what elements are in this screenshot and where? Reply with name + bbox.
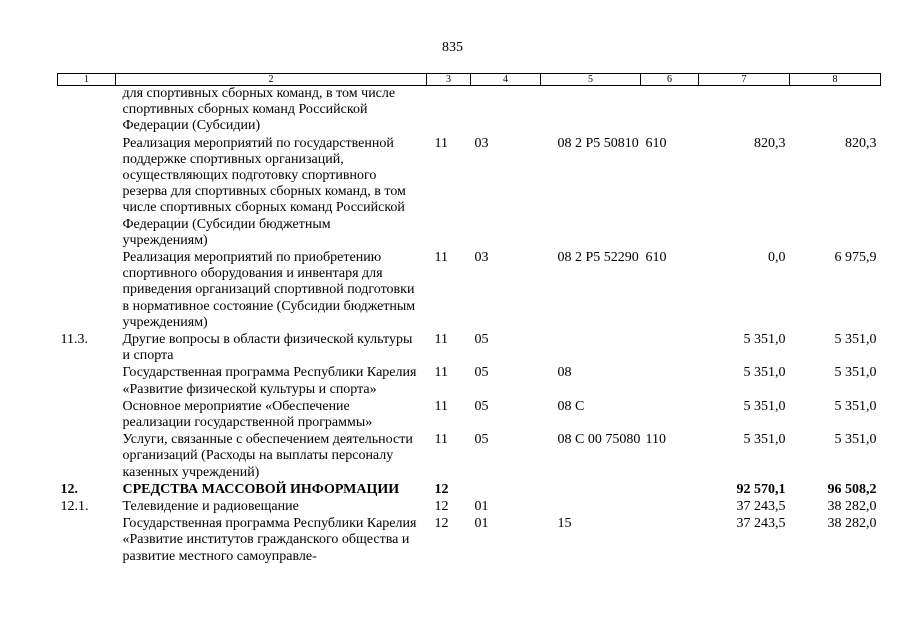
header-col-5: 5 (541, 74, 641, 86)
row-subsection-code: 05 (474, 332, 489, 348)
row-name: для спортивных сборных команд, в том числе спортивных сборных команд Российской Федерации (Субсидии) (122, 86, 396, 134)
row-expense-type (641, 516, 699, 566)
page-number: 835 (442, 40, 463, 55)
row-target-code: 15 (557, 516, 572, 532)
row-amount-2: 5 351,0 (834, 332, 877, 348)
row-target-code: 08 2 P5 50810 (557, 135, 639, 151)
row-amount-2: 96 508,2 (827, 481, 877, 497)
row-subsection-code: 01 (474, 516, 489, 532)
row-subsection-code (471, 86, 541, 136)
row-amount-1: 5 351,0 (743, 398, 786, 414)
row-expense-type (641, 86, 699, 136)
row-number (58, 136, 116, 250)
row-name: Услуги, связанные с обеспечением деятельности организаций (Расходы на выплаты персоналу казенных учреждений) (122, 432, 413, 480)
row-amount-2: 5 351,0 (834, 365, 877, 381)
row-amount-1: 37 243,5 (736, 516, 786, 532)
row-name: Основное мероприятие «Обеспечение реализации государственной программы» (122, 398, 373, 431)
row-number (58, 516, 116, 566)
row-expense-type (641, 399, 699, 432)
row-amount-1: 5 351,0 (743, 365, 786, 381)
row-section-code: 12 (434, 499, 449, 515)
row-section-code: 11 (434, 250, 448, 266)
table-row (58, 432, 881, 482)
row-subsection-code: 03 (474, 135, 489, 151)
row-amount-1: 0,0 (768, 250, 786, 266)
header-col-7: 7 (699, 74, 790, 86)
row-name: Государственная программа Республики Карелия «Развитие физической культуры и спорта» (122, 365, 417, 397)
row-number (58, 250, 116, 332)
budget-table (57, 73, 881, 566)
header-col-8: 8 (790, 74, 881, 86)
row-subsection-code: 05 (474, 365, 489, 381)
row-name: Государственная программа Республики Карелия «Развитие институтов гражданского общества и развитие местного самоуправле- (122, 516, 417, 564)
table-row (58, 499, 881, 516)
row-subsection-code: 05 (474, 398, 489, 414)
row-subsection-code: 05 (474, 432, 489, 448)
table-row (58, 136, 881, 250)
row-expense-type (641, 365, 699, 398)
row-target-code (541, 499, 641, 516)
row-amount-1: 820,3 (754, 135, 786, 151)
row-subsection-code: 03 (474, 250, 489, 266)
row-section-code: 12 (434, 516, 449, 532)
row-subsection-code: 01 (474, 499, 489, 515)
header-col-1: 1 (58, 74, 116, 86)
row-amount-1: 37 243,5 (736, 499, 786, 515)
row-expense-type: 110 (645, 432, 666, 448)
row-number (58, 432, 116, 482)
row-amount-2: 5 351,0 (834, 432, 877, 448)
row-name: Реализация мероприятий по приобретению спортивного оборудования и инвентаря для приведения организаций спортивной подготовки в нормативное состояние (Субсидии бюджетным учреждениям) (122, 250, 416, 330)
row-section-code: 11 (434, 332, 448, 348)
row-target-code (541, 482, 641, 499)
header-col-3: 3 (427, 74, 471, 86)
table-row (58, 250, 881, 332)
row-name: СРЕДСТВА МАССОВОЙ ИНФОРМАЦИИ (122, 481, 400, 497)
row-amount-2 (790, 86, 881, 136)
row-section-code: 11 (434, 432, 448, 448)
row-number (58, 365, 116, 398)
row-amount-2: 38 282,0 (827, 516, 877, 532)
row-number: 12.1. (60, 499, 89, 515)
table-row (58, 365, 881, 398)
section-row (58, 482, 881, 499)
row-section-code (427, 86, 471, 136)
row-target-code: 08 C (557, 398, 585, 414)
table-row (58, 332, 881, 365)
row-expense-type (641, 499, 699, 516)
header-col-4: 4 (471, 74, 541, 86)
table-header-row (58, 74, 881, 86)
header-col-2: 2 (116, 74, 427, 86)
row-target-code (541, 332, 641, 365)
header-col-6: 6 (641, 74, 699, 86)
row-expense-type (641, 482, 699, 499)
row-amount-1: 5 351,0 (743, 332, 786, 348)
row-amount-2: 6 975,9 (834, 250, 877, 266)
row-name: Реализация мероприятий по государственной поддержке спортивных организаций, осуществляющих подготовку спортивного резерва для спортивных сборных команд, в том числе спортивных сборных команд Российской Федерации (Субсидии бюджетным учреждениям) (122, 135, 406, 248)
row-name: Другие вопросы в области физической культуры и спорта (122, 332, 413, 364)
row-target-code: 08 C 00 75080 (557, 432, 641, 448)
row-target-code (541, 86, 641, 136)
row-expense-type (641, 332, 699, 365)
row-expense-type: 610 (645, 135, 667, 151)
row-section-code: 11 (434, 398, 448, 414)
row-number: 11.3. (60, 332, 88, 348)
row-target-code: 08 2 P5 52290 (557, 250, 639, 266)
row-number (58, 86, 116, 136)
row-amount-1 (699, 86, 790, 136)
row-amount-1: 92 570,1 (736, 481, 786, 497)
row-number: 12. (60, 481, 78, 497)
table-row (58, 399, 881, 432)
row-section-code: 12 (434, 481, 449, 497)
table-row (58, 86, 881, 136)
row-amount-2: 820,3 (845, 135, 877, 151)
row-amount-2: 5 351,0 (834, 398, 877, 414)
row-subsection-code (471, 482, 541, 499)
row-section-code: 11 (434, 135, 448, 151)
row-expense-type: 610 (645, 250, 667, 266)
row-target-code: 08 (557, 365, 572, 381)
row-name: Телевидение и радиовещание (122, 499, 299, 515)
row-number (58, 399, 116, 432)
row-section-code: 11 (434, 365, 448, 381)
row-amount-2: 38 282,0 (827, 499, 877, 515)
table-row (58, 516, 881, 566)
row-amount-1: 5 351,0 (743, 432, 786, 448)
